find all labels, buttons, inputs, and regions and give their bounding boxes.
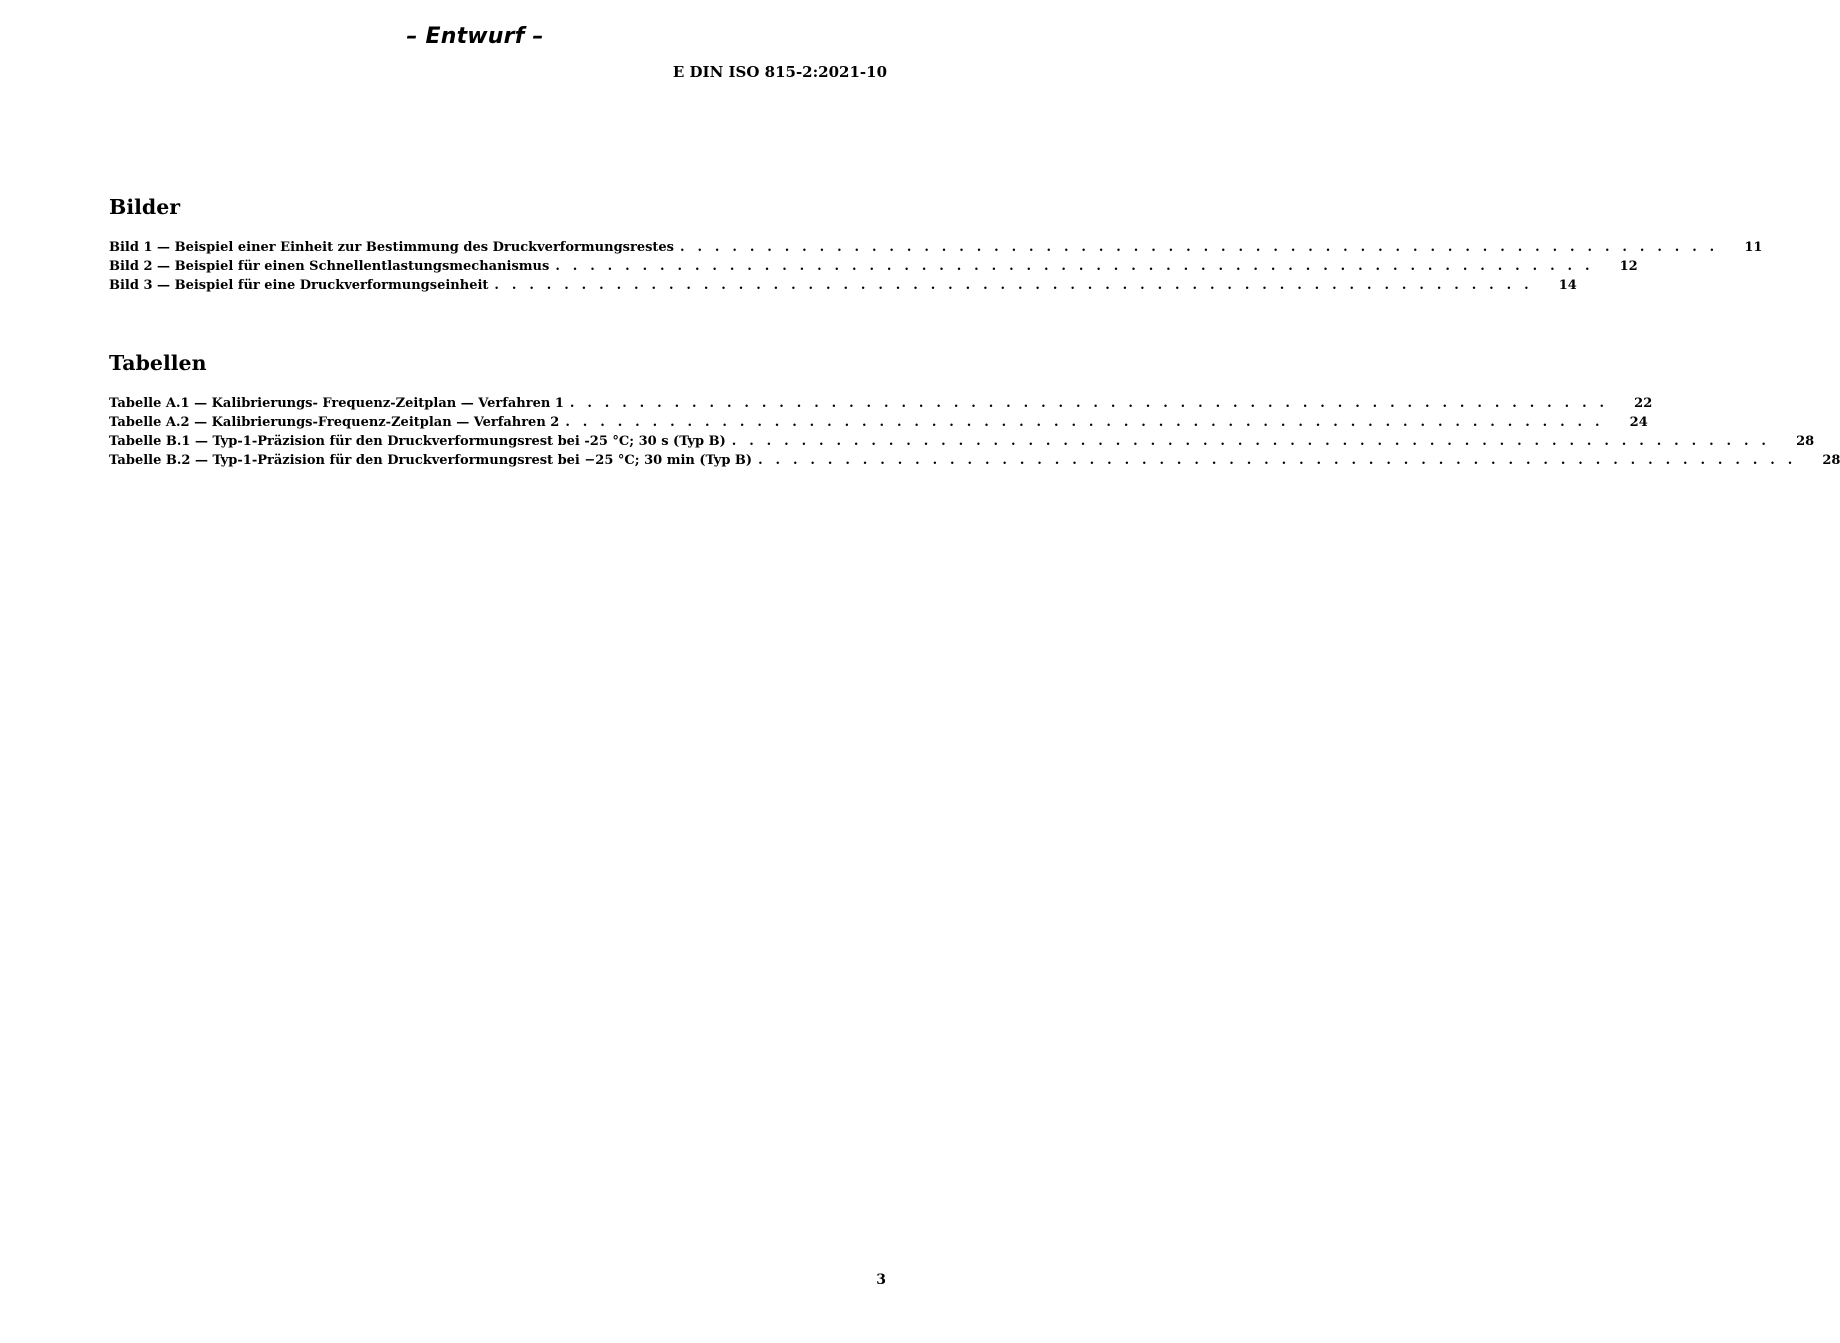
toc-leader-dots: . . . . . . . . . . . . . . . . . . . . . . . . . . . . . . . . . . . . . . . . . . . . . . . . . . . . . . . . . . . . — [565, 414, 1604, 430]
toc-entry-page: 11 — [1744, 239, 1763, 255]
toc-leader-dots: . . . . . . . . . . . . . . . . . . . . . . . . . . . . . . . . . . . . . . . . . . . . . . . . . . . . . . . . . . . . — [758, 453, 1797, 469]
toc-entry-page: 22 — [1634, 395, 1653, 411]
toc-entry-table-a1[interactable] — [109, 394, 1653, 413]
toc-entry-title: Bild 3 — Beispiel für eine Druckverformungseinheit — [109, 278, 489, 294]
draft-watermark: – Entwurf – — [406, 24, 544, 49]
toc-entry-figure-2[interactable] — [109, 257, 1638, 276]
tables-list — [109, 394, 1840, 471]
toc-entry-title: Tabelle A.2 — Kalibrierungs-Frequenz-Zeitplan — Verfahren 2 — [109, 414, 560, 430]
figures-heading: Bilder — [109, 195, 181, 219]
toc-leader-dots: . . . . . . . . . . . . . . . . . . . . . . . . . . . . . . . . . . . . . . . . . . . . . . . . . . . . . . . . . . . . — [731, 434, 1771, 450]
toc-entry-page: 28 — [1796, 434, 1815, 450]
toc-entry-title: Tabelle A.1 — Kalibrierungs- Frequenz-Zeitplan — Verfahren 1 — [109, 395, 564, 411]
toc-entry-title: Tabelle B.2 — Typ-1-Präzision für den Druckverformungsrest bei −25 °C; 30 min (Typ B) — [109, 453, 753, 469]
tables-section — [109, 351, 1840, 471]
toc-entry-page: 12 — [1619, 258, 1638, 274]
toc-leader-dots: . . . . . . . . . . . . . . . . . . . . . . . . . . . . . . . . . . . . . . . . . . . . . . . . . . . . . . . . . . . . — [569, 395, 1609, 411]
tables-heading: Tabellen — [109, 351, 207, 375]
toc-entry-title: Tabelle B.1 — Typ-1-Präzision für den Druckverformungsrest bei -25 °C; 30 s (Typ B) — [109, 434, 726, 450]
figures-list — [109, 238, 1763, 296]
toc-entry-page: 28 — [1822, 453, 1840, 469]
toc-leader-dots: . . . . . . . . . . . . . . . . . . . . . . . . . . . . . . . . . . . . . . . . . . . . . . . . . . . . . . . . . . . . — [680, 239, 1719, 255]
toc-leader-dots: . . . . . . . . . . . . . . . . . . . . . . . . . . . . . . . . . . . . . . . . . . . . . . . . . . . . . . . . . . . . — [555, 258, 1594, 274]
document-id: E DIN ISO 815-2:2021-10 — [672, 63, 887, 81]
toc-entry-page: 24 — [1629, 414, 1648, 430]
figures-section — [109, 195, 1763, 295]
toc-entry-figure-3[interactable] — [109, 276, 1577, 295]
page-number: 3 — [876, 1272, 886, 1288]
toc-entry-table-b1[interactable] — [109, 432, 1815, 451]
toc-entry-page: 14 — [1558, 278, 1577, 294]
toc-entry-figure-1[interactable] — [109, 238, 1763, 257]
toc-entry-title: Bild 1 — Beispiel einer Einheit zur Bestimmung des Druckverformungsrestes — [109, 239, 675, 255]
toc-leader-dots: . . . . . . . . . . . . . . . . . . . . . . . . . . . . . . . . . . . . . . . . . . . . . . . . . . . . . . . . . . . . — [494, 278, 1533, 294]
toc-entry-table-a2[interactable] — [109, 413, 1648, 432]
toc-entry-title: Bild 2 — Beispiel für einen Schnellentlastungsmechanismus — [109, 258, 550, 274]
toc-entry-table-b2[interactable] — [109, 451, 1840, 470]
